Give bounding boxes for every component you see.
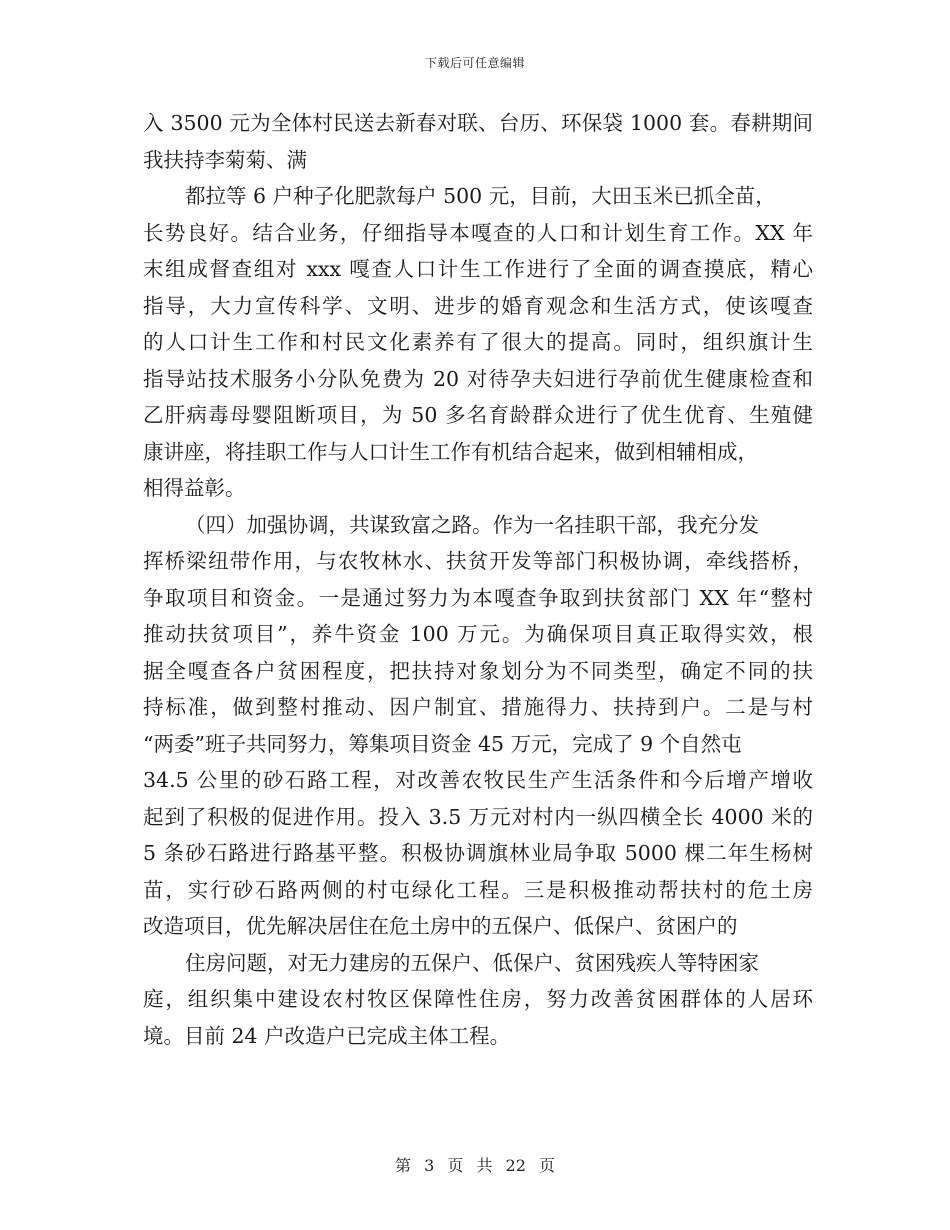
text-line: 改造项目，优先解决居住在危土房中的五保户、低保户、贫困户的 (143, 914, 738, 938)
text-line: 挥桥梁纽带作用，与农牧林水、扶贫开发等部门积极协调，牵线搭桥， (143, 549, 813, 573)
text-line: 推动扶贫项目”，养牛资金 100 万元。为确保项目真正取得实效，根 (143, 622, 813, 646)
text-line: 末组成督查组对 xxx 嘎查人口计生工作进行了全面的调查摸底，精心 (143, 257, 813, 281)
page-number-footer: 第 3 页 共 22 页 (395, 1156, 555, 1175)
text-line: 入 3500 元为全体村民送去新春对联、台历、环保袋 1000 套。春耕期间 (143, 111, 813, 135)
text-line: 苗，实行砂石路两侧的村屯绿化工程。三是积极推动帮扶村的危土房 (143, 877, 813, 902)
text-line: 指导，大力宣传科学、文明、进步的婚育观念和生活方式，使该嘎查 (143, 293, 813, 318)
text-line: 5 条砂石路进行路基平整。积极协调旗林业局争取 5000 棵二年生杨树 (143, 841, 813, 865)
text-line: 指导站技术服务小分队免费为 20 对待孕夫妇进行孕前优生健康检查和 (143, 366, 813, 391)
text-line: 争取项目和资金。一是通过努力为本嘎查争取到扶贫部门 XX 年“整村 (143, 585, 813, 610)
text-line: 34.5 公里的砂石路工程，对改善农牧民生产生活条件和今后增产增收 (143, 768, 813, 792)
text-line: （四）加强协调，共谋致富之路。作为一名挂职干部，我充分发 (185, 512, 759, 537)
text-line: 长势良好。结合业务，仔细指导本嘎查的人口和计划生育工作。XX 年 (143, 220, 813, 245)
text-line: 据全嘎查各户贫困程度，把扶持对象划分为不同类型，确定不同的扶 (143, 658, 813, 683)
text-line: “两委”班子共同努力，筹集项目资金 45 万元，完成了 9 个自然屯 (143, 731, 742, 756)
text-line: 起到了积极的促进作用。投入 3.5 万元对村内一纵四横全长 4000 米的 (143, 804, 813, 829)
text-line: 乙肝病毒母婴阻断项目，为 50 多名育龄群众进行了优生优育、生殖健 (143, 403, 813, 427)
text-line: 庭，组织集中建设农村牧区保障性住房，努力改善贫困群体的人居环 (143, 987, 813, 1011)
text-line: 相得益彰。 (143, 476, 246, 500)
text-line: 我扶持李菊菊、满 (143, 147, 307, 172)
text-line: 康讲座，将挂职工作与人口计生工作有机结合起来，做到相辅相成， (143, 439, 758, 464)
body-text (143, 105, 813, 1054)
text-line: 境。目前 24 户改造户已完成主体工程。 (143, 1023, 511, 1048)
text-line: 都拉等 6 户种子化肥款每户 500 元，目前，大田玉米已抓全苗， (185, 184, 776, 208)
text-line: 的人口计生工作和村民文化素养有了很大的提高。同时，组织旗计生 (143, 330, 813, 354)
text-line: 住房问题，对无力建房的五保户、低保户、贫困残疾人等特困家 (185, 950, 759, 975)
page-header: 下载后可任意编辑 (424, 56, 525, 70)
text-line: 持标准，做到整村推动、因户制宜、措施得力、扶持到户。二是与村 (143, 695, 813, 719)
